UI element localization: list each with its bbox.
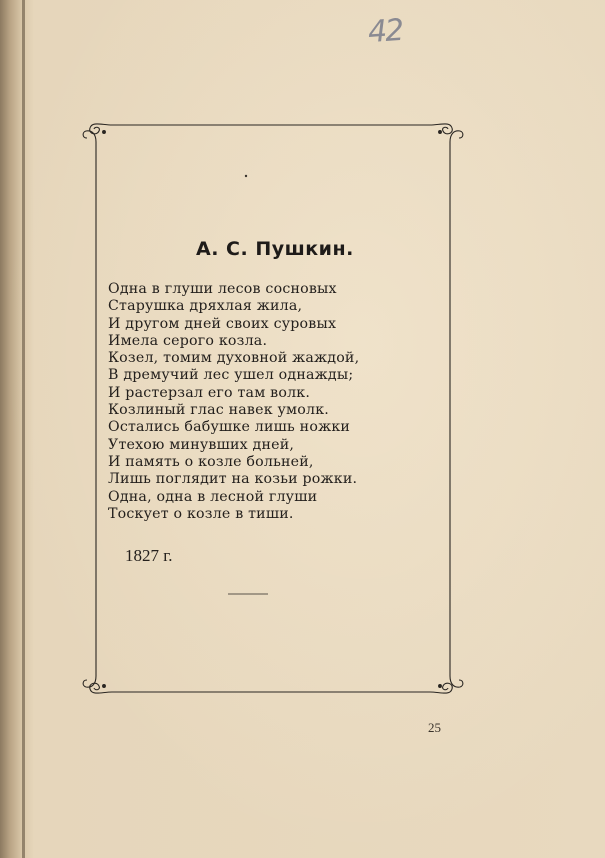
ink-dot — [245, 175, 247, 177]
poem-line: Одна в глуши лесов сосновых — [108, 281, 337, 297]
poem-line: И память о козле больней, — [108, 453, 314, 470]
ornament-top-left — [83, 124, 112, 142]
ornament-bottom-right — [430, 676, 463, 693]
ornament-bottom-left — [83, 676, 112, 693]
ornament-top-right — [430, 124, 463, 142]
poem-date: 1827 г. — [125, 546, 173, 565]
page-number: 25 — [428, 720, 441, 735]
poem-line: Одна, одна в лесной глуши — [108, 488, 318, 505]
poem-line: Остались бабушке лишь ножки — [108, 419, 351, 436]
poem-line: Утехою минувших дней, — [108, 436, 295, 453]
poem-line: Козлиный глас навек умолк. — [108, 402, 329, 419]
poem-text — [108, 281, 359, 523]
poem-line: Имела серого козла. — [108, 332, 268, 349]
poem-author-title: А. С. Пушкин. — [196, 238, 354, 260]
poem-line: И другом дней своих суровых — [108, 315, 337, 332]
poem-line: Старушка дряхлая жила, — [108, 298, 303, 315]
poem-line: В дремучий лес ушел однажды; — [108, 367, 354, 384]
handwritten-page-note: 42 — [366, 12, 404, 51]
poem-line: Козел, томим духовной жаждой, — [108, 350, 360, 367]
poem-line: Лишь поглядит на козьи рожки. — [108, 471, 358, 488]
poem-line: Тоскует о козле в тиши. — [108, 505, 294, 522]
poem-line: И растерзал его там волк. — [108, 384, 311, 401]
